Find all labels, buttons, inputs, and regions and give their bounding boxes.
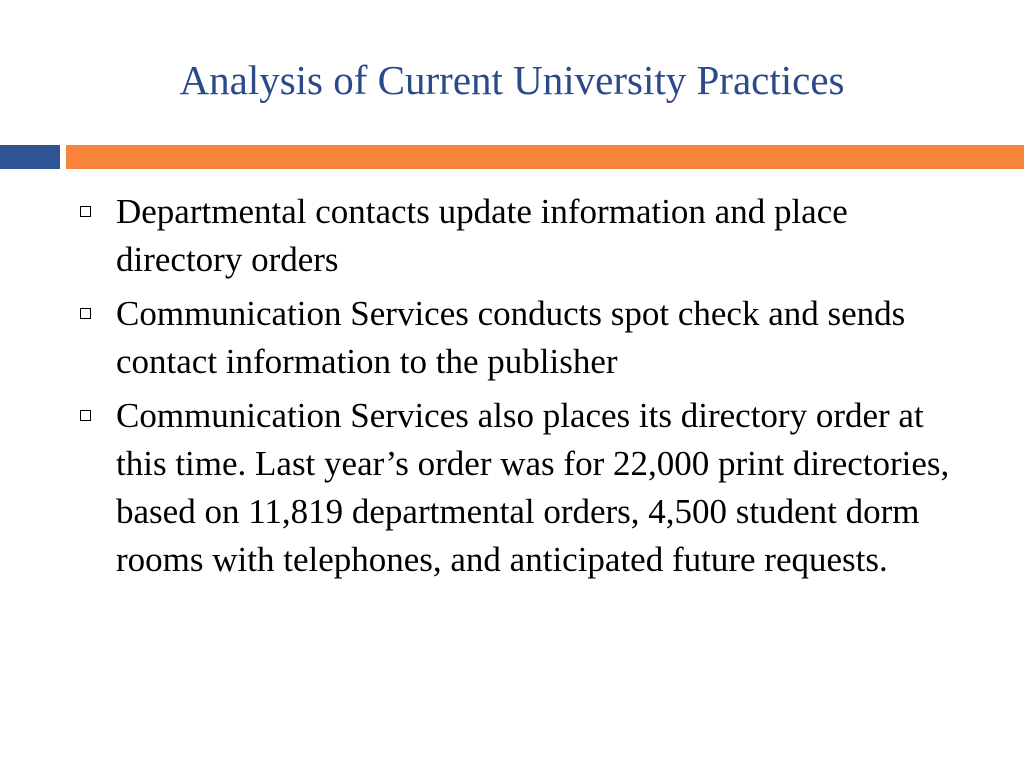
bullet-text: Communication Services also places its directory order at this time. Last year’s order was for 22,000 print directories, based on 11,819 departmental orders, 4,500 student dorm rooms with telephones, and anticipated future requests. bbox=[116, 396, 950, 579]
slide-title: Analysis of Current University Practices bbox=[179, 57, 845, 103]
bullet-list bbox=[78, 188, 978, 590]
square-bullet-icon bbox=[80, 410, 91, 421]
title-divider-blue-bar bbox=[0, 145, 60, 169]
square-bullet-icon bbox=[80, 206, 91, 217]
square-bullet-icon bbox=[80, 308, 91, 319]
bullet-text: Departmental contacts update information and place directory orders bbox=[116, 192, 848, 279]
title-divider-orange-bar bbox=[66, 145, 1024, 169]
bullet-item bbox=[78, 392, 978, 584]
bullet-text: Communication Services conducts spot check and sends contact information to the publisher bbox=[116, 294, 906, 381]
bullet-item bbox=[78, 290, 978, 386]
bullet-item bbox=[78, 188, 978, 284]
